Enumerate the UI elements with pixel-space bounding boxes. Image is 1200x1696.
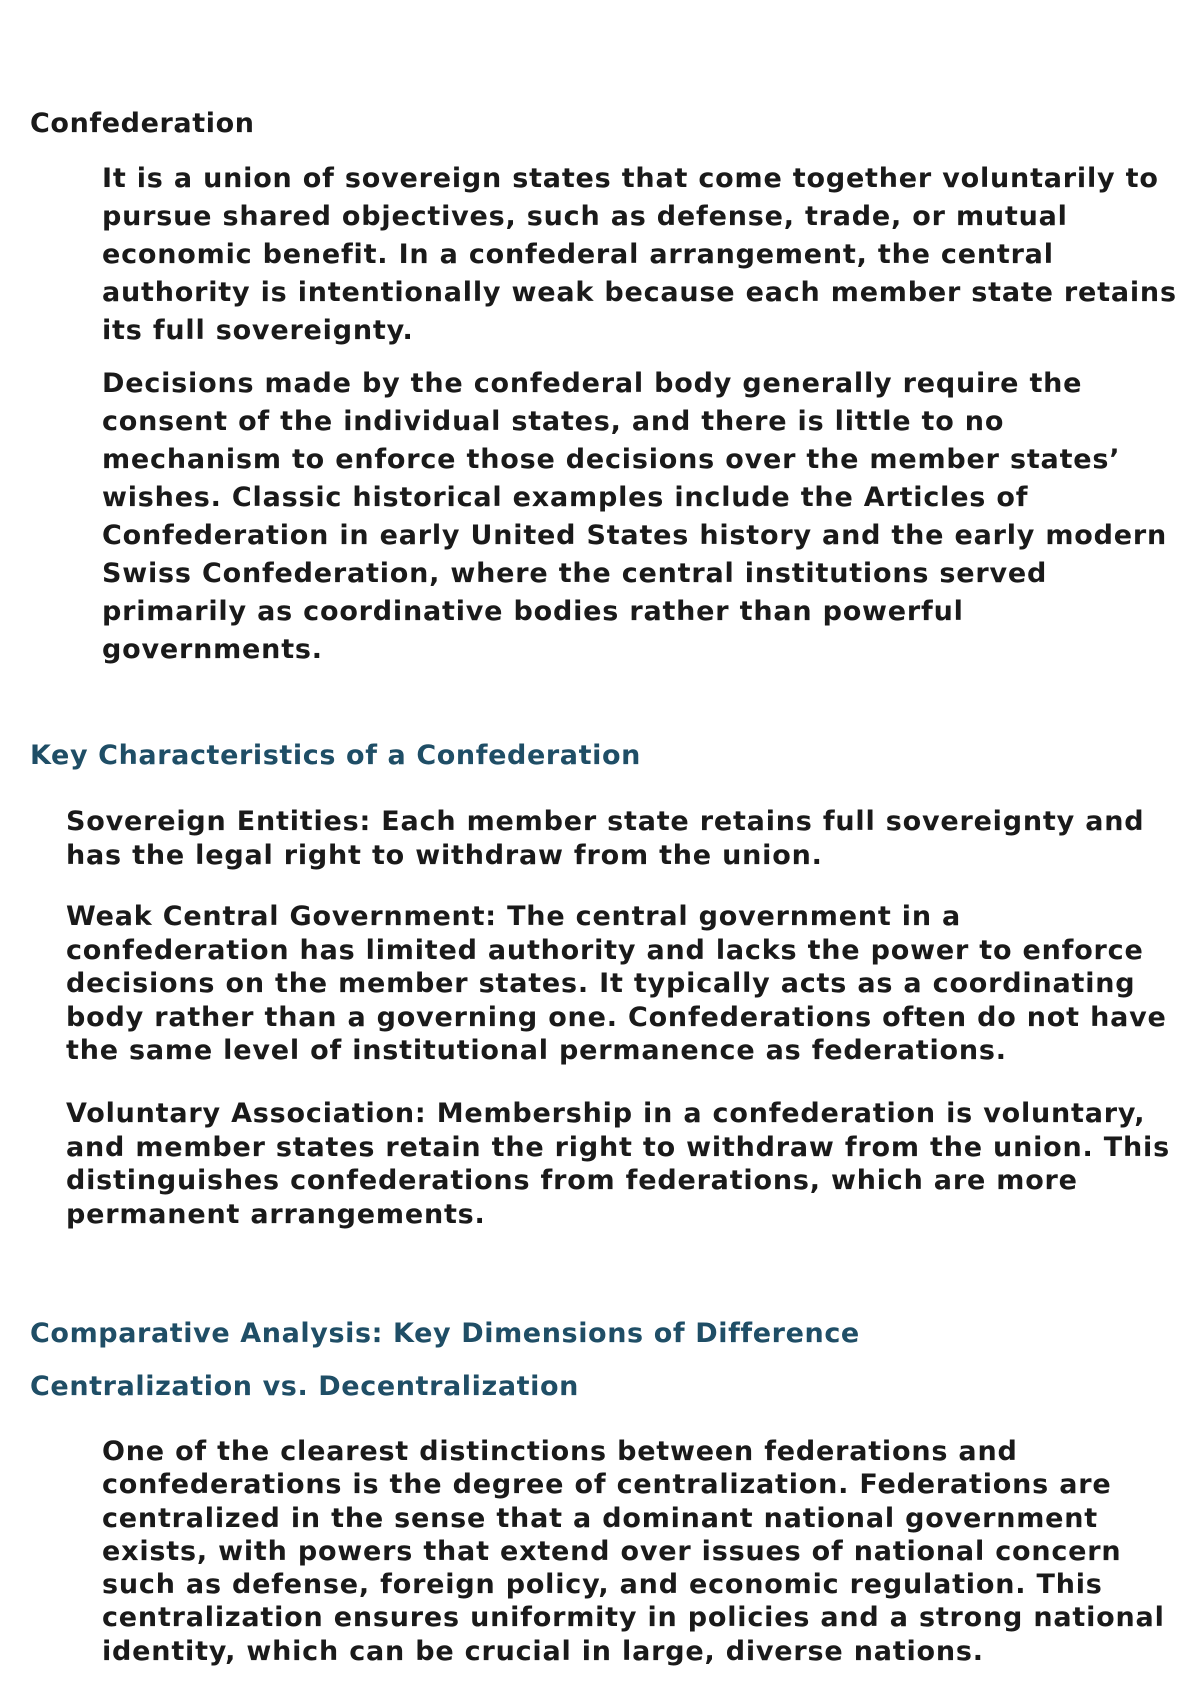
- confederation-definition-paragraph: It is a union of sovereign states that come together voluntarily to pursue shared objectives, such as defense, trade, or mutual economic benefit. In a confederal arrangement, the central authority is intentionally weak because each member state retains its full sovereignty.: [102, 163, 1177, 346]
- characteristic-weak-central-government: Weak Central Government: The central government in a confederation has limited authority and lacks the power to enforce decisions on the member states. It typically acts as a coordinating body rather than a governing one. Confederations often do not have the same level of institutional permanence as federations.: [66, 901, 1167, 1066]
- key-characteristics-heading: Key Characteristics of a Confederation: [30, 740, 641, 771]
- characteristic-sovereign-entities: Sovereign Entities: Each member state retains full sovereignty and has the legal right to withdraw from the union.: [66, 806, 1145, 871]
- characteristic-voluntary-association: Voluntary Association: Membership in a confederation is voluntary, and member states retain the right to withdraw from the union. This distinguishes confederations from federations, which are more permanent arrangements.: [66, 1098, 1170, 1230]
- comparative-analysis-heading: Comparative Analysis: Key Dimensions of Difference: [30, 1318, 860, 1349]
- confederation-decisions-paragraph: Decisions made by the confederal body generally require the consent of the individual states, and there is little to no mechanism to enforce those decisions over the member states’ wishes. Classic historical examples include the Articles of Confederation in early United States history and the early modern Swiss Confederation, where the central institutions served primarily as coordinative bodies rather than powerful governments.: [102, 368, 1168, 665]
- confederation-heading: Confederation: [30, 108, 255, 139]
- centralization-paragraph: One of the clearest distinctions between federations and confederations is the degree of centralization. Federations are centralized in the sense that a dominant national government exists, with powers that extend over issues of national concern such as defense, foreign policy, and economic regulation. This centralization ensures uniformity in policies and a strong national identity, which can be crucial in large, diverse nations.: [102, 1436, 1165, 1667]
- centralization-subheading: Centralization vs. Decentralization: [30, 1371, 579, 1402]
